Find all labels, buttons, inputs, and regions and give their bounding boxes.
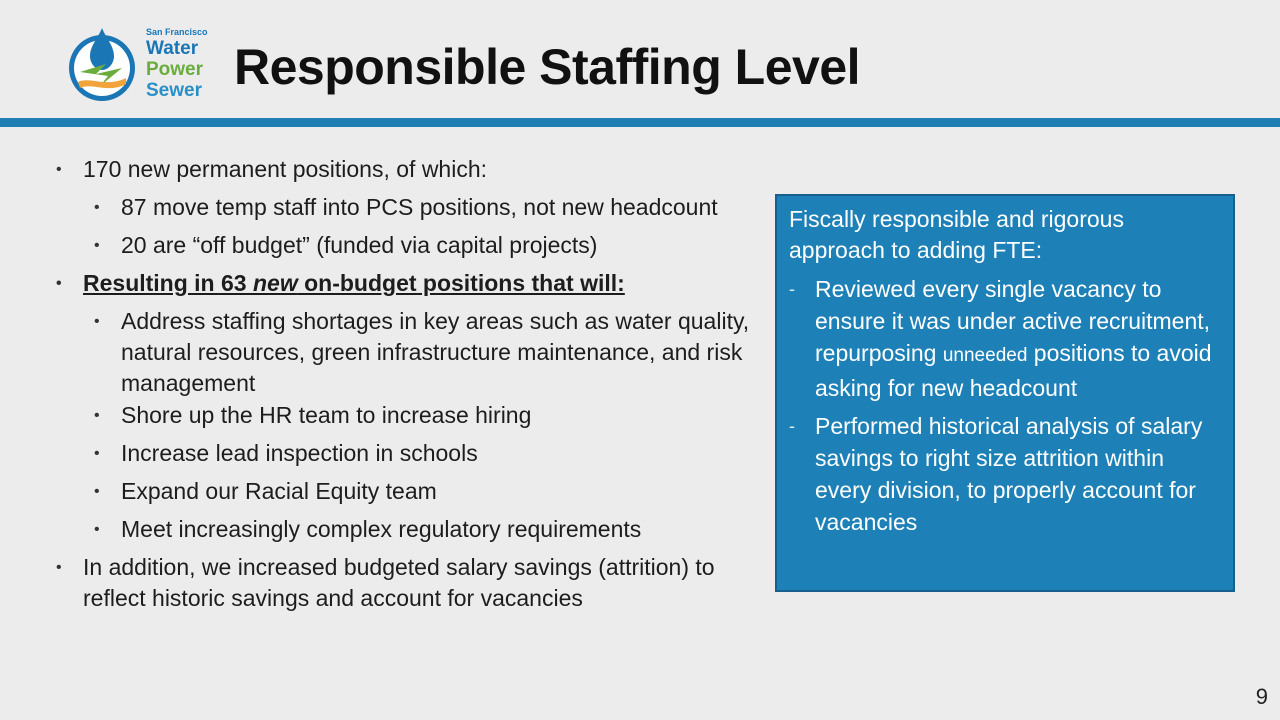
callout-item-vacancy-review [789,273,1219,404]
callout-item-historical-analysis: - Performed historical analysis of salary savings to right size attrition within every division, to properly account for vacancies [789,410,1219,538]
slide-header [0,0,1280,118]
callout-item1-text-a: Reviewed every single vacancy to ensure it was under active recruitment, repurposing [815,276,1211,366]
sub-bullet-temp-staff: • 87 move temp staff into PCS positions, not new headcount [56,192,756,223]
logo-sewer: Sewer [146,80,202,101]
sub-bullet-off-budget: • 20 are “off budget” (funded via capital projects) [56,230,756,261]
callout-item1-text-b: positions to avoid asking for new headcount [815,340,1212,401]
sfpuc-logo [66,24,216,104]
callout-item1-text-small: unneeded [942,345,1028,366]
bullet-resulting-positions [56,268,756,299]
callout-box [775,194,1235,592]
bullet-new-positions: • 170 new permanent positions, of which: [56,154,756,185]
resulting-text-new: new [252,270,298,296]
logo-city: San Francisco [146,27,208,37]
header-divider [0,118,1280,127]
callout-intro: Fiscally responsible and rigorous approach to adding FTE: [789,206,1124,263]
water-drop-logo-icon [66,24,138,104]
slide-title: Responsible Staffing Level [234,39,861,95]
sub-bullet-lead-inspection: • Increase lead inspection in schools [56,438,756,469]
sub-bullet-regulatory: • Meet increasingly complex regulatory requirements [56,514,756,545]
resulting-text-pre: Resulting in 63 [83,270,253,296]
sub-bullet-hr-team: • Shore up the HR team to increase hiring [56,400,756,431]
page-number: 9 [1255,684,1268,709]
logo-power: Power [146,59,204,80]
resulting-text-post: on-budget positions that will: [297,270,625,296]
sub-bullet-staffing-shortages: • Address staffing shortages in key areas such as water quality, natural resources, green infrastructure maintenance, and risk management [56,306,756,399]
logo-wordmark [146,28,208,101]
bullet-list [56,154,756,621]
bullet-salary-savings: • In addition, we increased budgeted salary savings (attrition) to reflect historic savings and account for vacancies [56,552,756,614]
sub-bullet-racial-equity: • Expand our Racial Equity team [56,476,756,507]
logo-water: Water [146,38,199,59]
